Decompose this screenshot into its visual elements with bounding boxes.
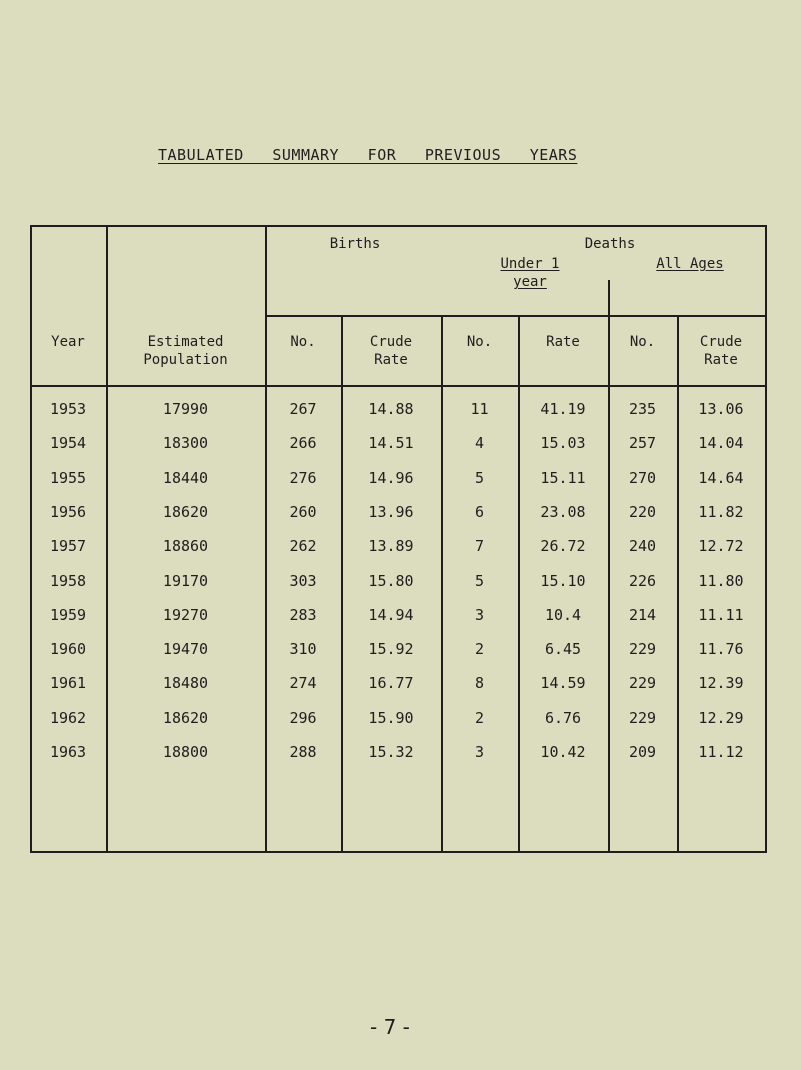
estimated-population-header: Estimated [147,334,224,350]
deaths-header: Deaths [584,236,636,252]
deaths-rate-cell: 13.06 [698,400,744,418]
births-rate-cell: 14.88 [368,400,414,418]
deaths-no-cell: 257 [628,434,657,453]
population-cell: 18620 [162,708,209,727]
deaths-no-header: No. [629,334,656,350]
deaths-no-cell: 240 [628,537,657,556]
deaths-rate-cell: 11.80 [698,571,744,590]
deaths-no-cell: 229 [628,674,657,693]
table-row [30,537,767,557]
births-no-cell: 266 [289,434,317,453]
table-top-border [30,225,767,227]
deaths-no-cell: 226 [628,571,657,590]
infant-no-cell: 2 [474,640,485,659]
deaths-no-cell: 214 [628,605,657,624]
header-bottom-border [30,385,767,387]
col-divider-infant-rate [608,280,610,853]
infant-rate-cell: 6.76 [544,708,582,727]
births-no-header: No. [290,334,316,350]
infant-rate-cell: 26.72 [540,537,586,556]
year-cell: 1963 [49,743,87,761]
births-rate-cell: 15.32 [368,743,414,761]
table-row [30,709,767,729]
deaths-rate-cell: 14.64 [698,468,744,487]
births-no-cell: 303 [289,571,317,590]
table-row [30,640,767,660]
infant-no-cell: 5 [474,571,485,590]
year-cell: 1959 [49,605,87,624]
population-cell: 18860 [162,537,209,556]
infant-rate-cell: 15.03 [540,434,586,453]
infant-no-cell: 8 [474,674,485,693]
year-cell: 1956 [49,502,87,521]
table-row [30,434,767,454]
year-header: Year [51,334,85,350]
deaths-rate-cell: 11.11 [698,605,744,624]
table-row [30,503,767,523]
births-no-cell: 262 [289,537,317,556]
year-cell: 1957 [49,537,87,556]
estimated-population-header-line2: Population [143,352,228,368]
table-row [30,572,767,592]
under-1-year-header: Under 1 [500,256,560,272]
births-no-cell: 267 [289,400,317,418]
population-cell: 19270 [162,605,209,624]
population-cell: 18620 [162,502,209,521]
infant-rate-cell: 23.08 [540,502,586,521]
births-no-cell: 274 [289,674,317,693]
infant-rate-header: Rate [546,334,580,350]
deaths-no-cell: 235 [628,400,657,418]
births-rate-cell: 14.96 [368,468,414,487]
births-rate-cell: 15.80 [368,571,414,590]
population-cell: 18300 [162,434,209,453]
births-no-cell: 296 [289,708,317,727]
deaths-no-cell: 229 [628,708,657,727]
year-cell: 1955 [49,468,87,487]
year-cell: 1962 [49,708,87,727]
population-cell: 18800 [162,743,209,761]
population-cell: 18480 [162,674,209,693]
infant-no-cell: 3 [474,605,485,624]
births-no-cell: 276 [289,468,317,487]
year-cell: 1954 [49,434,87,453]
deaths-no-cell: 270 [628,468,657,487]
births-rate-cell: 15.90 [368,708,414,727]
deaths-rate-cell: 12.29 [698,708,744,727]
year-cell: 1960 [49,640,87,659]
infant-rate-cell: 41.19 [540,400,586,418]
table-bottom-border [30,851,767,853]
infant-no-cell: 6 [474,502,485,521]
births-rate-cell: 14.94 [368,605,414,624]
table-row [30,400,767,420]
births-no-cell: 283 [289,605,317,624]
population-cell: 19470 [162,640,209,659]
page-number: - 7 - [370,1015,410,1039]
infant-rate-cell: 14.59 [540,674,586,693]
infant-rate-cell: 15.10 [540,571,586,590]
population-cell: 19170 [162,571,209,590]
births-rate-cell: 15.92 [368,640,414,659]
under-1-year-header-line2: year [513,274,547,290]
deaths-rate-cell: 11.12 [698,743,744,761]
births-crude-rate-header-line2: Rate [374,352,408,368]
births-rate-cell: 14.51 [368,434,414,453]
deaths-no-cell: 220 [628,502,657,521]
births-rate-cell: 13.96 [368,502,414,521]
infant-rate-cell: 6.45 [544,640,582,659]
deaths-rate-cell: 12.39 [698,674,744,693]
infant-no-cell: 4 [474,434,485,453]
deaths-crude-rate-header: Crude [699,334,743,350]
births-no-cell: 310 [289,640,317,659]
table-row [30,743,767,763]
year-cell: 1953 [49,400,87,418]
infant-no-cell: 11 [470,400,489,418]
infant-no-cell: 2 [474,708,485,727]
summary-table [30,225,767,853]
deaths-crude-rate-header-line2: Rate [704,352,738,368]
year-cell: 1958 [49,571,87,590]
page-title: TABULATED SUMMARY FOR PREVIOUS YEARS [158,146,578,164]
deaths-rate-cell: 11.82 [698,502,744,521]
population-cell: 17990 [162,400,209,418]
table-row [30,674,767,694]
table-row [30,469,767,489]
infant-rate-cell: 10.42 [540,743,586,761]
deaths-rate-cell: 12.72 [698,537,744,556]
table-row [30,606,767,626]
population-cell: 18440 [162,468,209,487]
births-no-cell: 260 [289,502,317,521]
deaths-no-cell: 209 [628,743,657,761]
births-header: Births [329,236,381,252]
infant-no-cell: 5 [474,468,485,487]
infant-no-cell: 7 [474,537,485,556]
deaths-rate-cell: 14.04 [698,434,744,453]
births-rate-cell: 16.77 [368,674,414,693]
births-rate-cell: 13.89 [368,537,414,556]
infant-rate-cell: 10.4 [544,605,582,624]
births-crude-rate-header: Crude [369,334,413,350]
infant-no-cell: 3 [474,743,485,761]
all-ages-header: All Ages [656,256,724,272]
deaths-rate-cell: 11.76 [698,640,744,659]
infant-rate-cell: 15.11 [540,468,586,487]
infant-no-header: No. [466,334,493,350]
deaths-no-cell: 229 [628,640,657,659]
births-no-cell: 288 [289,743,317,761]
year-cell: 1961 [49,674,87,693]
